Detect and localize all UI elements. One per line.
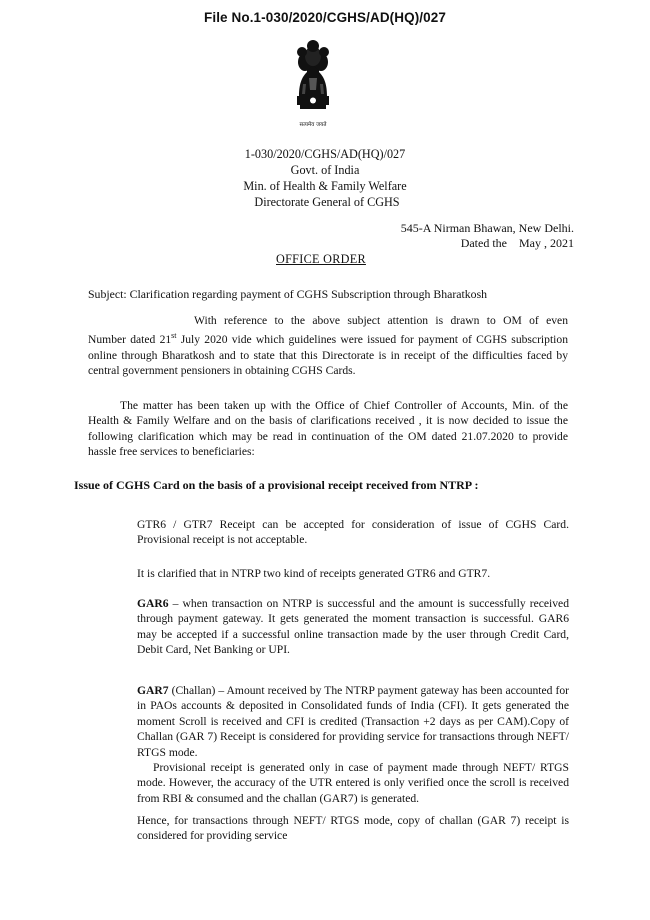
govt-line: Govt. of India bbox=[290, 163, 360, 177]
emblem-caption: सत्यमेव जयते bbox=[299, 122, 327, 128]
address-date: Dated the May , 2021 bbox=[460, 236, 574, 250]
point-hence: Hence, for transactions through NEFT/ RTGS mode, copy of challan (GAR 7) receipt is considered for providing service bbox=[137, 814, 569, 843]
directorate-line: Directorate General of CGHS bbox=[254, 195, 400, 209]
gar6-text: – when transaction on NTRP is successful and the amount is successfully received through payment gateway. It gets generated the moment transaction is successful. GAR6 may be accepted if a successful online transaction made by the user through Credit Card, Debit Card, Net Banking or UPI. bbox=[137, 597, 569, 657]
paragraph-1-text: July 2020 vide which guidelines were issued for payment of CGHS subscription online through Bharatkosh and to state that this Directorate is in receipt of the difficulties faced by central government pensioners in obtaining CGHS Cards. bbox=[88, 333, 568, 378]
ministry-line: Min. of Health & Family Welfare bbox=[243, 179, 407, 193]
emblem-graphic bbox=[291, 38, 335, 118]
paragraph-1 bbox=[88, 313, 568, 378]
gar6-label: GAR6 bbox=[137, 597, 169, 610]
subject-line: Subject: Clarification regarding payment of CGHS Subscription through Bharatkosh bbox=[88, 287, 488, 301]
office-order-title: OFFICE ORDER bbox=[276, 252, 366, 266]
paragraph-1-rest bbox=[88, 328, 568, 378]
state-emblem-icon bbox=[291, 38, 335, 130]
point-gar6 bbox=[137, 596, 569, 658]
paragraph-2: The matter has been taken up with the Office of Chief Controller of Accounts, Min. of the Health & Family Welfare and on the basis of clarifications received , it is now decided to issue the following clarification which may be read in continuation of the OM dated 21.07.2020 to provide hassle free services to beneficiaries: bbox=[88, 399, 568, 459]
paragraph-1-date-sup: st bbox=[171, 331, 177, 341]
point-gar7 bbox=[137, 683, 569, 760]
section-heading: Issue of CGHS Card on the basis of a provisional receipt received from NTRP : bbox=[74, 478, 479, 492]
point-clarified: It is clarified that in NTRP two kind of receipts generated GTR6 and GTR7. bbox=[137, 567, 491, 580]
gar7-text: (Challan) – Amount received by The NTRP payment gateway has been accounted for in PAOs accounts & deposited in Consolidated funds of India (CFI). It gets generated the moment Scroll is received and CFI is credited (Transaction +2 days as per CAM).Copy of Challan (GAR 7) Receipt is considered for providing service for transactions through NEFT/ RTGS mode. bbox=[137, 684, 569, 759]
point-provisional: Provisional receipt is generated only in case of payment made through NEFT/ RTGS mode. However, the accuracy of the UTR entered is only verified once the scroll is received from RBI & consumed and the challan (GAR7) is generated. bbox=[137, 761, 569, 805]
paragraph-1-date-prefix: Number dated 21 bbox=[88, 333, 172, 347]
file-number: File No.1-030/2020/CGHS/AD(HQ)/027 bbox=[204, 10, 446, 25]
address-place: 545-A Nirman Bhawan, New Delhi. bbox=[400, 221, 574, 235]
point-gtr: GTR6 / GTR7 Receipt can be accepted for consideration of issue of CGHS Card. Provisional receipt is not acceptable. bbox=[137, 518, 569, 547]
paragraph-1-line-1: With reference to the above subject attention is drawn to OM of even bbox=[194, 314, 568, 327]
gar7-label: GAR7 bbox=[137, 684, 169, 697]
ref-number: 1-030/2020/CGHS/AD(HQ)/027 bbox=[244, 147, 406, 161]
